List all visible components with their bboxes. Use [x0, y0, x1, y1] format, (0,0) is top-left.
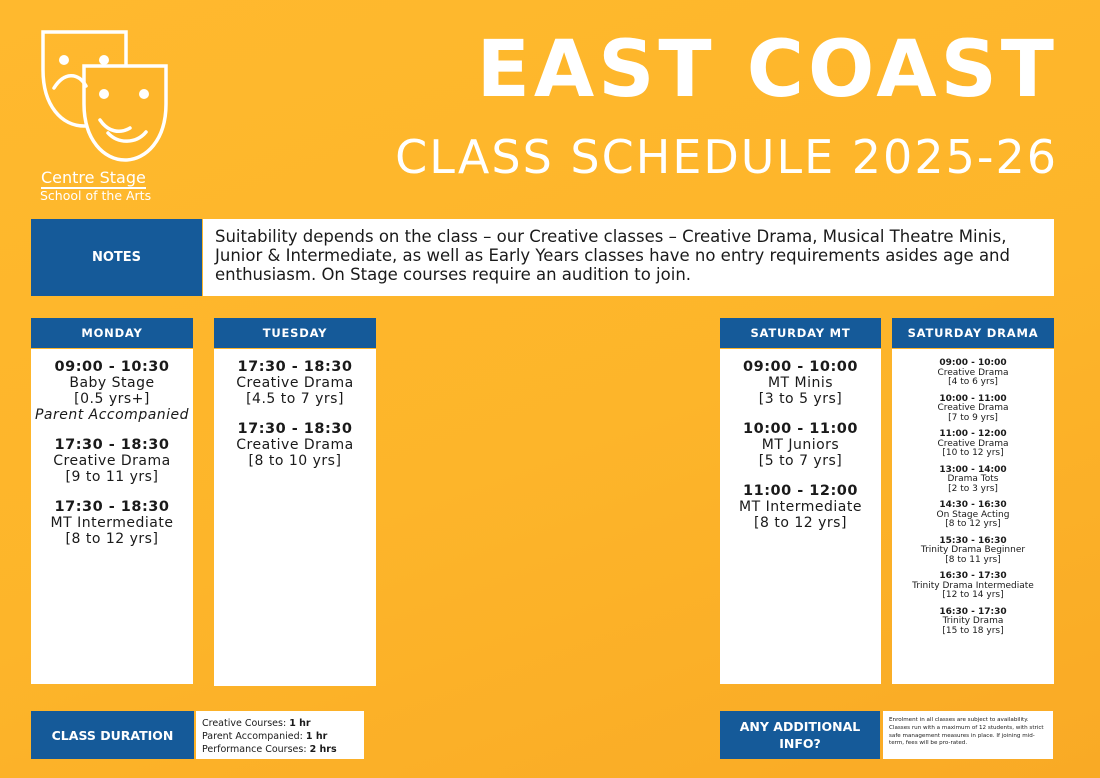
class-time: 17:30 - 18:30: [54, 437, 170, 453]
class-ages: [15 to 18 yrs]: [942, 625, 1004, 636]
day-header-tuesday: TUESDAY: [214, 318, 376, 348]
class-time: 09:00 - 10:00: [743, 359, 858, 375]
class-name: MT Intermediate: [739, 499, 862, 515]
class-duration-details: [196, 711, 364, 759]
duration-type: Performance Courses:: [202, 744, 307, 755]
class-entry: [892, 608, 1054, 637]
class-name: Creative Drama: [53, 453, 171, 469]
class-ages: [5 to 7 yrs]: [758, 453, 843, 469]
class-entry: [720, 421, 881, 469]
class-entry: [214, 359, 376, 407]
page-subtitle: CLASS SCHEDULE 2025-26: [395, 130, 1058, 184]
class-ages: [4.5 to 7 yrs]: [246, 391, 344, 407]
class-time: 10:00 - 11:00: [743, 421, 858, 437]
duration-row: [202, 743, 358, 756]
class-ages: [8 to 12 yrs]: [754, 515, 847, 531]
class-ages: [2 to 3 yrs]: [948, 483, 998, 494]
page-title: EAST COAST: [476, 25, 1058, 115]
class-name: Trinity Drama Beginner: [920, 545, 1026, 555]
class-time: 10:00 - 11:00: [939, 393, 1007, 404]
logo-name: Centre Stage: [41, 168, 146, 187]
duration-value: 1 hr: [305, 731, 328, 742]
class-ages: [3 to 5 yrs]: [758, 391, 843, 407]
class-name: MT Minis: [767, 375, 834, 391]
class-time: 14:30 - 16:30: [939, 500, 1007, 510]
class-name: Creative Drama: [937, 367, 1009, 378]
duration-row: [202, 730, 358, 743]
class-time: 11:00 - 12:00: [939, 429, 1007, 439]
class-time: 09:00 - 10:30: [54, 359, 170, 375]
class-entry: [720, 483, 881, 531]
theatre-masks-icon: [38, 26, 178, 166]
additional-info-label: ANY ADDITIONAL INFO?: [720, 711, 880, 759]
class-name: Drama Tots: [947, 474, 999, 484]
class-name: Trinity Drama: [942, 616, 1004, 626]
class-ages: [8 to 12 yrs]: [945, 519, 1001, 529]
school-logo: [38, 26, 178, 206]
class-ages: [7 to 9 yrs]: [948, 412, 998, 423]
day-column-saturday-drama: [892, 349, 1054, 684]
class-ages: [8 to 11 yrs]: [945, 554, 1001, 565]
class-ages: [10 to 12 yrs]: [942, 448, 1004, 458]
class-entry: [31, 499, 193, 547]
duration-value: 2 hrs: [309, 744, 337, 755]
notes-text: Suitability depends on the class – our Creative classes – Creative Drama, Musical Theatre Minis, Junior & Intermediate, as well as Early Years classes have no entry requirements asides age and enthusiasm. On Stage courses require an audition to join.: [203, 219, 1054, 296]
additional-info-text: Enrolment in all classes are subject to availability. Classes run with a maximum of 12 students, with strict safe management measures in place. If joining mid-term, fees will be pro-rated.: [883, 711, 1053, 759]
class-time: 16:30 - 17:30: [939, 606, 1007, 617]
class-name: Trinity Drama Intermediate: [912, 580, 1034, 591]
class-ages: [9 to 11 yrs]: [65, 469, 159, 485]
class-entry: [892, 466, 1054, 495]
class-time: 11:00 - 12:00: [743, 483, 858, 499]
class-name: Baby Stage: [69, 375, 155, 391]
day-header-saturday-mt: SATURDAY MT: [720, 318, 881, 348]
class-name: Creative Drama: [236, 437, 354, 453]
class-ages: [4 to 6 yrs]: [948, 377, 998, 387]
class-entry: [892, 537, 1054, 566]
day-column-tuesday: [214, 349, 376, 686]
class-time: 15:30 - 16:30: [939, 535, 1007, 546]
class-time: 17:30 - 18:30: [54, 499, 170, 515]
class-name: Creative Drama: [937, 403, 1009, 413]
class-time: 17:30 - 18:30: [237, 359, 353, 375]
class-name: MT Juniors: [761, 437, 840, 453]
duration-row: [202, 717, 358, 730]
class-ages: [8 to 10 yrs]: [248, 453, 342, 469]
class-entry: [214, 421, 376, 469]
class-time: 17:30 - 18:30: [237, 421, 353, 437]
class-time: 09:00 - 10:00: [939, 358, 1007, 368]
notes-label: NOTES: [31, 219, 202, 296]
class-name: MT Intermediate: [50, 515, 174, 531]
duration-value: 1 hr: [289, 718, 311, 729]
day-header-monday: MONDAY: [31, 318, 193, 348]
class-name: Creative Drama: [937, 438, 1009, 449]
class-entry: [892, 430, 1054, 459]
day-header-saturday-drama: SATURDAY DRAMA: [892, 318, 1054, 348]
day-column-saturday-mt: [720, 349, 881, 684]
class-name: Creative Drama: [236, 375, 354, 391]
day-column-monday: [31, 349, 193, 684]
duration-type: Parent Accompanied:: [202, 731, 303, 742]
class-duration-label: CLASS DURATION: [31, 711, 194, 759]
class-entry: [892, 359, 1054, 388]
class-entry: [892, 501, 1054, 530]
class-entry: [31, 437, 193, 485]
class-entry: [720, 359, 881, 407]
logo-subtitle: School of the Arts: [40, 188, 152, 203]
class-entry: [31, 359, 193, 423]
class-entry: [892, 572, 1054, 601]
class-time: 16:30 - 17:30: [939, 571, 1007, 581]
class-ages: [12 to 14 yrs]: [942, 590, 1004, 600]
class-ages: [8 to 12 yrs]: [65, 531, 159, 547]
duration-type: Creative Courses:: [202, 718, 287, 729]
class-entry: [892, 395, 1054, 424]
class-ages: [0.5 yrs+]: [74, 391, 150, 407]
class-name: On Stage Acting: [936, 509, 1010, 520]
class-note: Parent Accompanied: [34, 407, 190, 423]
class-time: 13:00 - 14:00: [939, 464, 1007, 475]
